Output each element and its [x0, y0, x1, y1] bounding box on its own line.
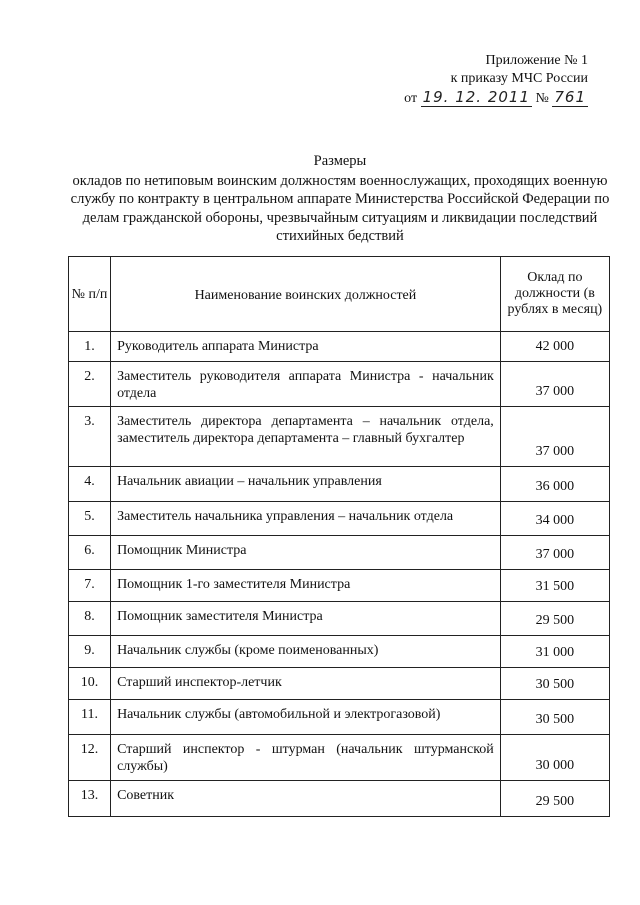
row-number: 9.: [69, 636, 111, 668]
row-number: 11.: [69, 700, 111, 735]
position-name: Заместитель начальника управления – начальник отдела: [111, 502, 501, 536]
table-row: [69, 602, 610, 636]
table-row: [69, 700, 610, 735]
order-prefix: от: [404, 91, 418, 106]
salary-value: 37 000: [500, 362, 609, 407]
header-salary: Оклад по должности (в рублях в месяц): [500, 257, 609, 332]
table-row: [69, 781, 610, 817]
salary-value: 42 000: [500, 332, 609, 362]
salary-value: 30 000: [500, 735, 609, 781]
salary-value: 29 500: [500, 781, 609, 817]
table-row: [69, 536, 610, 570]
row-number: 8.: [69, 602, 111, 636]
title-description: окладов по нетиповым воинским должностям военнослужащих, проходящих военную службу по контракту в центральном аппарате Министерства Российской Федерации по делам гражданской обороны, чрезвычайным ситуациям и ликвидации последствий стихийных бедствий: [70, 172, 610, 244]
order-number-sign: №: [535, 91, 549, 106]
order-number: 761: [554, 88, 586, 106]
position-name: Помощник Министра: [111, 536, 501, 570]
row-number: 7.: [69, 570, 111, 602]
salary-value: 37 000: [500, 536, 609, 570]
row-number: 13.: [69, 781, 111, 817]
table-row: [69, 668, 610, 700]
position-name: Начальник службы (кроме поименованных): [111, 636, 501, 668]
title-heading: Размеры: [313, 153, 367, 169]
position-name: Начальник авиации – начальник управления: [111, 467, 501, 502]
position-name: Старший инспектор - штурман (начальник штурманской службы): [111, 735, 501, 781]
appendix-order-ref: к приказу МЧС России: [450, 71, 588, 86]
appendix-title: Приложение № 1: [485, 53, 588, 68]
row-number: 6.: [69, 536, 111, 570]
appendix-header: [358, 52, 588, 108]
table-row: [69, 570, 610, 602]
row-number: 5.: [69, 502, 111, 536]
position-name: Заместитель директора департамента – начальник отдела, заместитель директора департамента – главный бухгалтер: [111, 407, 501, 467]
row-number: 12.: [69, 735, 111, 781]
row-number: 2.: [69, 362, 111, 407]
position-name: Руководитель аппарата Министра: [111, 332, 501, 362]
appendix-order-line: [358, 88, 588, 108]
table-row: [69, 332, 610, 362]
table-row: [69, 362, 610, 407]
table-row: [69, 636, 610, 668]
salary-value: 30 500: [500, 668, 609, 700]
salary-value: 31 000: [500, 636, 609, 668]
row-number: 1.: [69, 332, 111, 362]
salary-value: 30 500: [500, 700, 609, 735]
position-name: Старший инспектор-летчик: [111, 668, 501, 700]
salary-value: 37 000: [500, 407, 609, 467]
salary-value: 31 500: [500, 570, 609, 602]
salary-table: [68, 256, 610, 817]
row-number: 4.: [69, 467, 111, 502]
salary-value: 36 000: [500, 467, 609, 502]
position-name: Помощник 1-го заместителя Министра: [111, 570, 501, 602]
document-title: [70, 152, 610, 246]
table-header-row: [69, 257, 610, 332]
header-name: Наименование воинских должностей: [111, 257, 501, 332]
position-name: Помощник заместителя Министра: [111, 602, 501, 636]
salary-value: 29 500: [500, 602, 609, 636]
table-row: [69, 502, 610, 536]
table-row: [69, 467, 610, 502]
position-name: Начальник службы (автомобильной и электрогазовой): [111, 700, 501, 735]
row-number: 3.: [69, 407, 111, 467]
salary-value: 34 000: [500, 502, 609, 536]
table-row: [69, 735, 610, 781]
order-date: 19. 12. 2011: [422, 88, 530, 106]
row-number: 10.: [69, 668, 111, 700]
header-num: № п/п: [69, 257, 111, 332]
position-name: Заместитель руководителя аппарата Министра - начальник отдела: [111, 362, 501, 407]
position-name: Советник: [111, 781, 501, 817]
table-row: [69, 407, 610, 467]
